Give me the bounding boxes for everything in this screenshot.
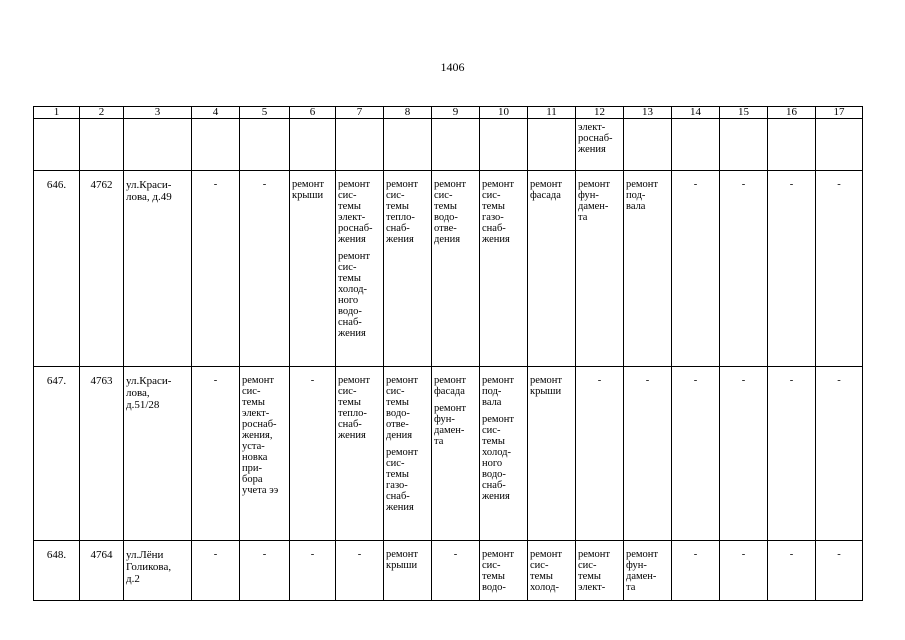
work-cell	[576, 367, 624, 541]
cell-entry: -	[741, 375, 746, 386]
cell-entry: -	[789, 179, 794, 190]
column-number: 11	[528, 107, 576, 119]
work-cell	[336, 367, 384, 541]
address-cell	[124, 367, 192, 541]
continuation-cell	[240, 119, 290, 171]
address-text: ул.Лёни Голикова, д.2	[126, 549, 172, 585]
work-cell	[480, 367, 528, 541]
work-cell	[816, 541, 863, 601]
column-number: 2	[80, 107, 124, 119]
column-number: 3	[124, 107, 192, 119]
cell-entry: -	[597, 375, 602, 386]
cell-entry: ремонт сис- темы водо- отве- дения	[386, 375, 419, 441]
cell-entry: ремонт крыши	[292, 179, 325, 201]
cell-entry: ремонт крыши	[530, 375, 563, 397]
work-cell	[432, 541, 480, 601]
work-cell	[624, 541, 672, 601]
work-cell	[290, 171, 336, 367]
work-cell	[720, 171, 768, 367]
table-row	[34, 171, 863, 367]
work-cell	[720, 367, 768, 541]
work-cell	[672, 541, 720, 601]
work-cell	[816, 367, 863, 541]
column-number: 7	[336, 107, 384, 119]
continuation-row	[34, 119, 863, 171]
cell-entry: ремонт крыши	[386, 549, 419, 571]
cell-entry: элект- роснаб- жения	[578, 122, 613, 155]
address-cell	[124, 171, 192, 367]
cell-entry: ремонт сис- темы элект- роснаб- жения, уста- новка при- бора учета ээ	[242, 375, 279, 496]
work-cell	[480, 541, 528, 601]
continuation-cell	[624, 119, 672, 171]
continuation-cell	[768, 119, 816, 171]
building-code: 4763	[80, 367, 124, 541]
work-cell	[624, 367, 672, 541]
work-cell	[768, 171, 816, 367]
work-cell	[528, 541, 576, 601]
work-cell	[432, 367, 480, 541]
cell-entry: ремонт сис- темы холод- ного водо- снаб- жения	[482, 414, 515, 502]
work-cell	[384, 171, 432, 367]
column-number: 8	[384, 107, 432, 119]
cell-entry: -	[262, 549, 267, 560]
continuation-cell	[336, 119, 384, 171]
cell-entry: ремонт под- вала	[482, 375, 515, 408]
cell-entry: -	[741, 179, 746, 190]
work-cell	[480, 171, 528, 367]
work-cell	[528, 171, 576, 367]
column-number: 5	[240, 107, 290, 119]
work-cell	[624, 171, 672, 367]
column-number: 14	[672, 107, 720, 119]
cell-entry: -	[741, 549, 746, 560]
cell-entry: -	[837, 549, 841, 560]
cell-entry: ремонт сис- темы водо- отве- дения	[434, 179, 467, 245]
work-cell	[192, 367, 240, 541]
continuation-cell	[432, 119, 480, 171]
cell-entry: -	[357, 549, 362, 560]
column-number: 15	[720, 107, 768, 119]
cell-entry: ремонт фасада	[434, 375, 467, 397]
cell-entry: -	[213, 375, 218, 386]
cell-entry: ремонт сис- темы тепло- снаб- жения	[338, 375, 371, 441]
cell-entry: -	[453, 549, 458, 560]
cell-entry: -	[262, 179, 267, 190]
work-cell	[672, 367, 720, 541]
work-cell	[432, 171, 480, 367]
continuation-cell	[384, 119, 432, 171]
cell-entry: -	[789, 375, 794, 386]
column-number: 6	[290, 107, 336, 119]
work-cell	[768, 367, 816, 541]
cell-entry: -	[310, 375, 315, 386]
cell-entry: ремонт сис- темы газо- снаб- жения	[482, 179, 515, 245]
cell-entry: ремонт сис- темы тепло- снаб- жения	[386, 179, 419, 245]
continuation-cell	[34, 119, 80, 171]
work-cell	[240, 541, 290, 601]
continuation-cell	[816, 119, 863, 171]
table-row	[34, 367, 863, 541]
cell-entry: -	[789, 549, 794, 560]
cell-entry: ремонт сис- темы элект-	[578, 549, 611, 593]
cell-entry: -	[213, 179, 218, 190]
continuation-cell	[528, 119, 576, 171]
continuation-cell	[124, 119, 192, 171]
column-number: 12	[576, 107, 624, 119]
continuation-cell	[576, 119, 624, 171]
continuation-cell	[192, 119, 240, 171]
column-number: 1	[34, 107, 80, 119]
work-cell	[384, 367, 432, 541]
work-cell	[240, 367, 290, 541]
building-code: 4762	[80, 171, 124, 367]
work-cell	[720, 541, 768, 601]
work-cell	[240, 171, 290, 367]
column-number: 10	[480, 107, 528, 119]
work-cell	[768, 541, 816, 601]
work-cell	[528, 367, 576, 541]
cell-entry: ремонт фун- дамен- та	[578, 179, 611, 223]
continuation-cell	[672, 119, 720, 171]
building-code: 4764	[80, 541, 124, 601]
work-cell	[336, 171, 384, 367]
address-text: ул.Краси- лова, д.49	[126, 179, 172, 203]
cell-entry: ремонт сис- темы холод- ного водо- снаб- жения	[338, 251, 371, 339]
cell-entry: ремонт под- вала	[626, 179, 659, 212]
continuation-cell	[80, 119, 124, 171]
row-number: 647.	[34, 367, 80, 541]
page-number: 1406	[440, 60, 465, 74]
work-cell	[290, 367, 336, 541]
table-row	[34, 541, 863, 601]
cell-entry: -	[693, 375, 698, 386]
register-table	[33, 106, 863, 601]
row-number: 646.	[34, 171, 80, 367]
cell-entry: -	[837, 375, 841, 386]
row-number: 648.	[34, 541, 80, 601]
cell-entry: ремонт фун- дамен- та	[626, 549, 659, 593]
cell-entry: -	[213, 549, 218, 560]
header-row	[34, 107, 863, 119]
continuation-cell	[720, 119, 768, 171]
work-cell	[576, 541, 624, 601]
cell-entry: -	[645, 375, 650, 386]
column-number: 13	[624, 107, 672, 119]
continuation-cell	[290, 119, 336, 171]
continuation-cell	[480, 119, 528, 171]
work-cell	[384, 541, 432, 601]
address-cell	[124, 541, 192, 601]
column-number: 9	[432, 107, 480, 119]
work-cell	[192, 541, 240, 601]
cell-entry: ремонт сис- темы холод-	[530, 549, 563, 593]
work-cell	[290, 541, 336, 601]
work-cell	[192, 171, 240, 367]
work-cell	[816, 171, 863, 367]
cell-entry: -	[693, 179, 698, 190]
column-number: 4	[192, 107, 240, 119]
cell-entry: -	[693, 549, 698, 560]
work-cell	[576, 171, 624, 367]
cell-entry: ремонт фун- дамен- та	[434, 403, 467, 447]
work-cell	[672, 171, 720, 367]
column-number: 17	[816, 107, 863, 119]
cell-entry: ремонт сис- темы газо- снаб- жения	[386, 447, 419, 513]
cell-entry: ремонт сис- темы водо-	[482, 549, 515, 593]
cell-entry: ремонт фасада	[530, 179, 563, 201]
cell-entry: ремонт сис- темы элект- роснаб- жения	[338, 179, 373, 245]
address-text: ул.Краси- лова, д.51/28	[126, 375, 172, 411]
column-number: 16	[768, 107, 816, 119]
cell-entry: -	[837, 179, 841, 190]
work-cell	[336, 541, 384, 601]
cell-entry: -	[310, 549, 315, 560]
